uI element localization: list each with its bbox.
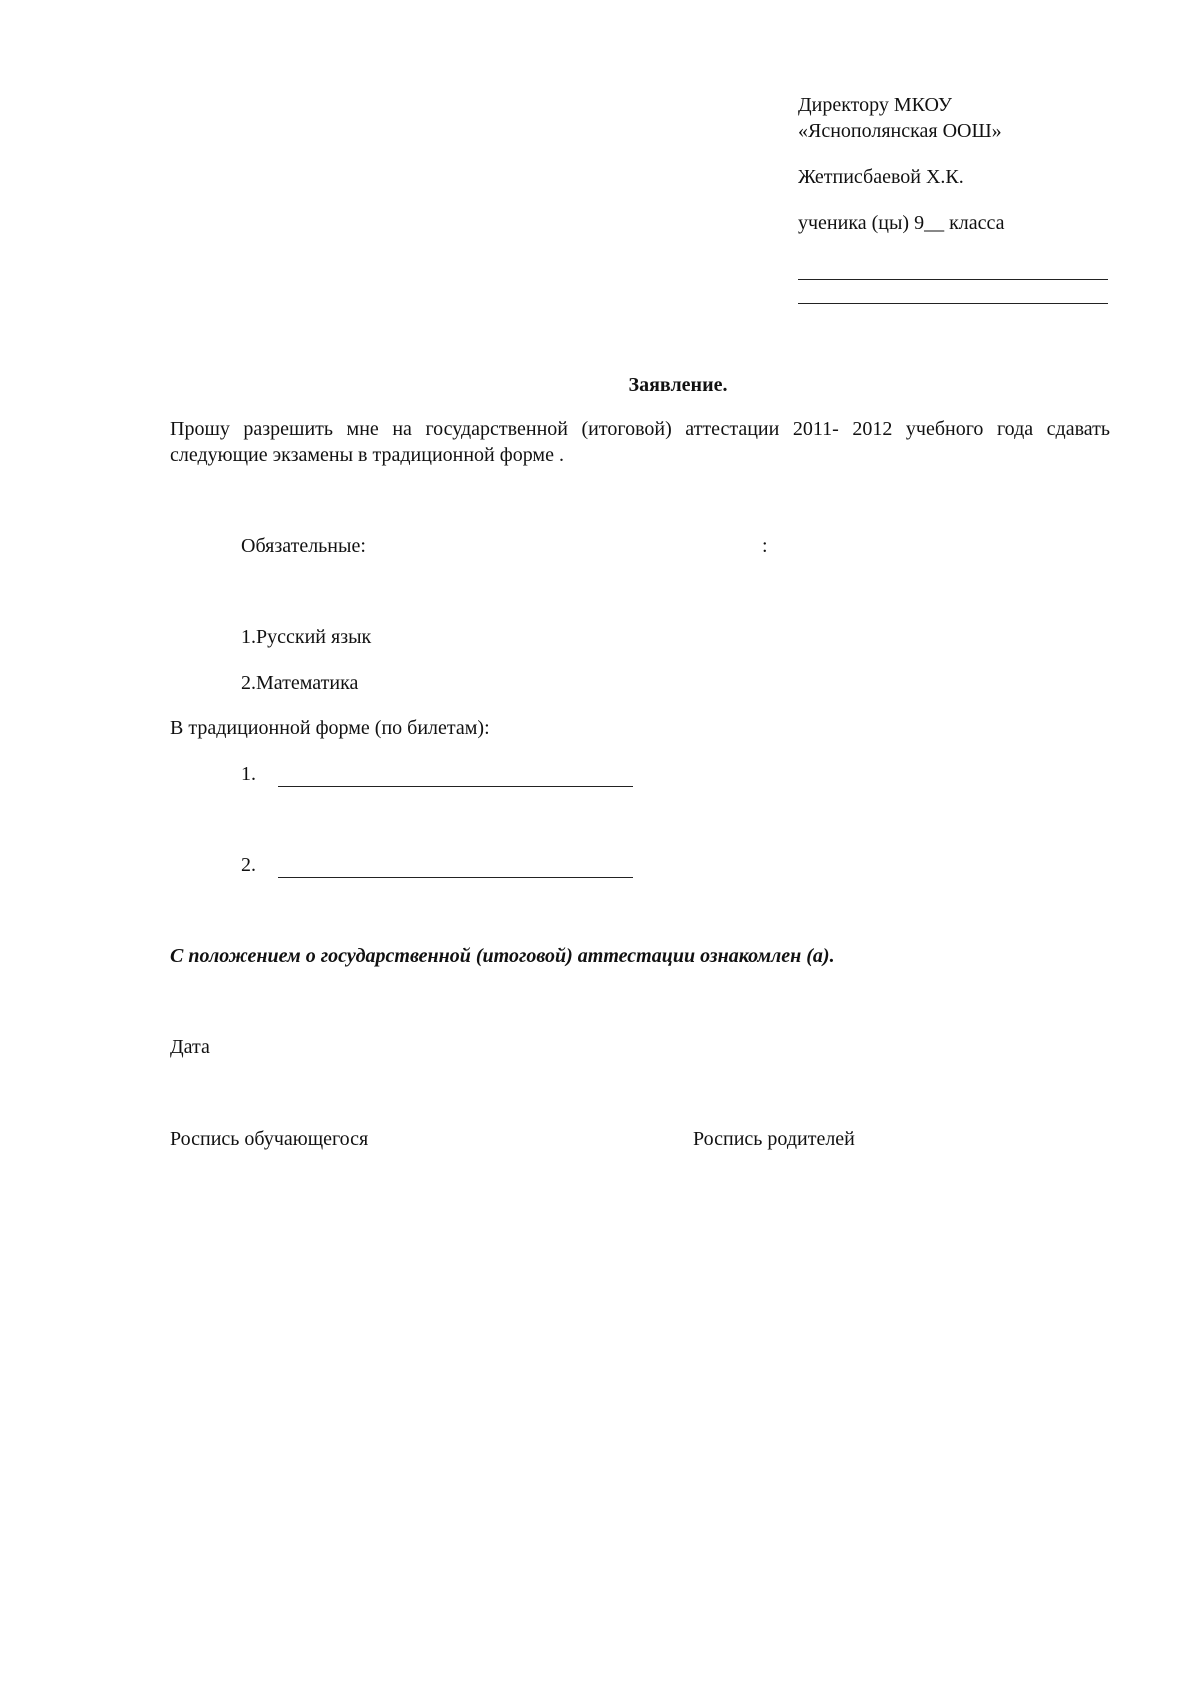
mandatory-colon: : (762, 535, 768, 557)
mandatory-label: Обязательные: (241, 535, 366, 557)
addressee-line-2: «Яснополянская ООШ» (798, 120, 1002, 142)
mandatory-item-2: 2.Математика (241, 672, 359, 694)
traditional-item-1-number: 1. (241, 763, 256, 785)
student-signature-label: Роспись обучающегося (170, 1128, 369, 1150)
traditional-item-2-number: 2. (241, 854, 256, 876)
mandatory-item-1: 1.Русский язык (241, 626, 372, 648)
traditional-item-1-blank (278, 786, 633, 787)
student-class-line: ученика (цы) 9__ класса (798, 212, 1005, 234)
traditional-label: В традиционной форме (по билетам): (170, 717, 490, 739)
document-title: Заявление. (628, 374, 728, 396)
student-name-blank-2 (798, 303, 1108, 304)
student-name-blank-1 (798, 279, 1108, 280)
director-name: Жетписбаевой Х.К. (798, 166, 964, 188)
traditional-item-2-blank (278, 877, 633, 878)
parent-signature-label: Роспись родителей (693, 1128, 855, 1150)
date-label: Дата (170, 1036, 210, 1058)
request-paragraph: Прошу разрешить мне на государственной (итоговой) аттестации 2011- 2012 учебного года сдавать следующие экзамены в традиционной форме . (170, 418, 1110, 466)
addressee-line-1: Директору МКОУ (798, 94, 952, 116)
acknowledgement-statement: С положением о государственной (итоговой) аттестации ознакомлен (а). (170, 945, 835, 967)
